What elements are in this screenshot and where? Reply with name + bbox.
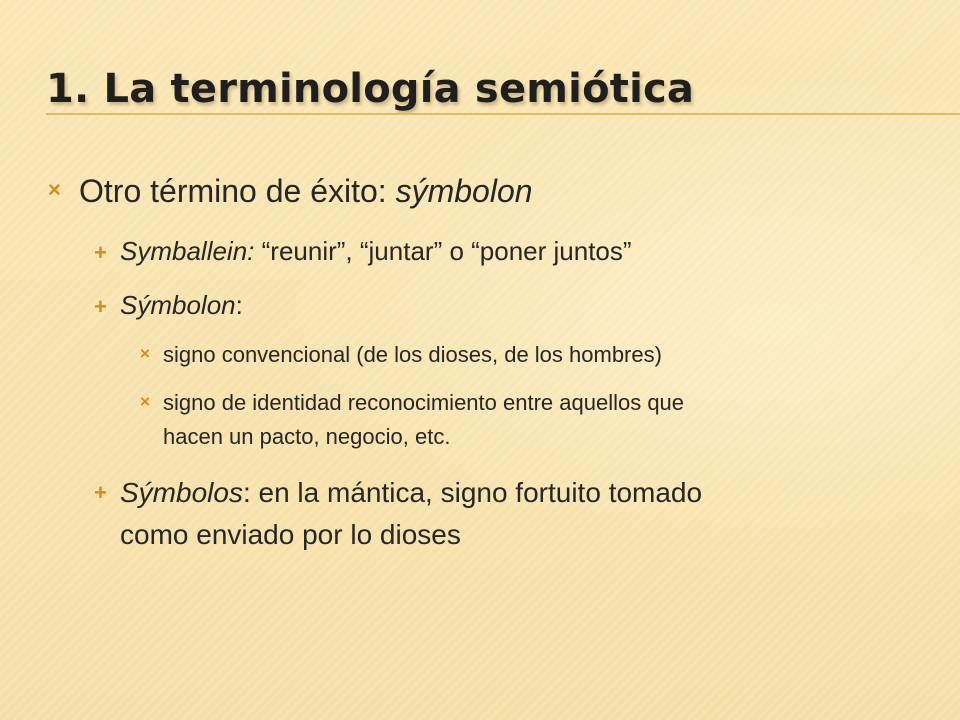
x-bullet-icon: × xyxy=(140,392,150,411)
sub-sub-bullet-item xyxy=(140,341,662,369)
sub-sub-bullet-text: signo de identidad reconocimiento entre aquellos que xyxy=(163,390,685,415)
sub-bullet-italic: Sýmbolos xyxy=(120,477,243,508)
sub-bullet-italic: Symballein: xyxy=(120,236,255,266)
sub-bullet-text: : xyxy=(235,290,243,320)
bullet-text: Otro término de éxito: xyxy=(79,173,396,209)
sub-sub-bullet-text: signo convencional (de los dioses, de los hombres) xyxy=(163,342,662,367)
sub-sub-bullet-text: hacen un pacto, negocio, etc. xyxy=(163,424,451,449)
slide-title: 1. La terminología semiótica xyxy=(46,66,695,112)
plus-bullet-icon: + xyxy=(94,240,107,265)
sub-bullet-text: como enviado por lo dioses xyxy=(120,519,461,550)
plus-bullet-icon: + xyxy=(94,294,107,319)
sub-bullet-text: : en la mántica, signo fortuito tomado xyxy=(242,477,703,508)
x-bullet-icon: × xyxy=(48,177,61,202)
sub-bullet-text: “reunir”, “juntar” o “poner juntos” xyxy=(254,236,632,266)
sub-bullet-item xyxy=(94,289,243,322)
sub-bullet-item xyxy=(94,475,703,510)
title-underline xyxy=(46,113,960,115)
sub-bullet-continuation xyxy=(120,517,461,552)
bullet-text-italic: sýmbolon xyxy=(395,173,533,209)
x-bullet-icon: × xyxy=(140,344,150,363)
sub-bullet-item xyxy=(94,235,632,268)
plus-bullet-icon: + xyxy=(94,480,107,505)
sub-sub-bullet-item xyxy=(140,389,685,417)
sub-sub-bullet-continuation xyxy=(163,423,450,451)
bullet-item xyxy=(48,171,533,211)
sub-bullet-italic: Sýmbolon xyxy=(120,290,236,320)
